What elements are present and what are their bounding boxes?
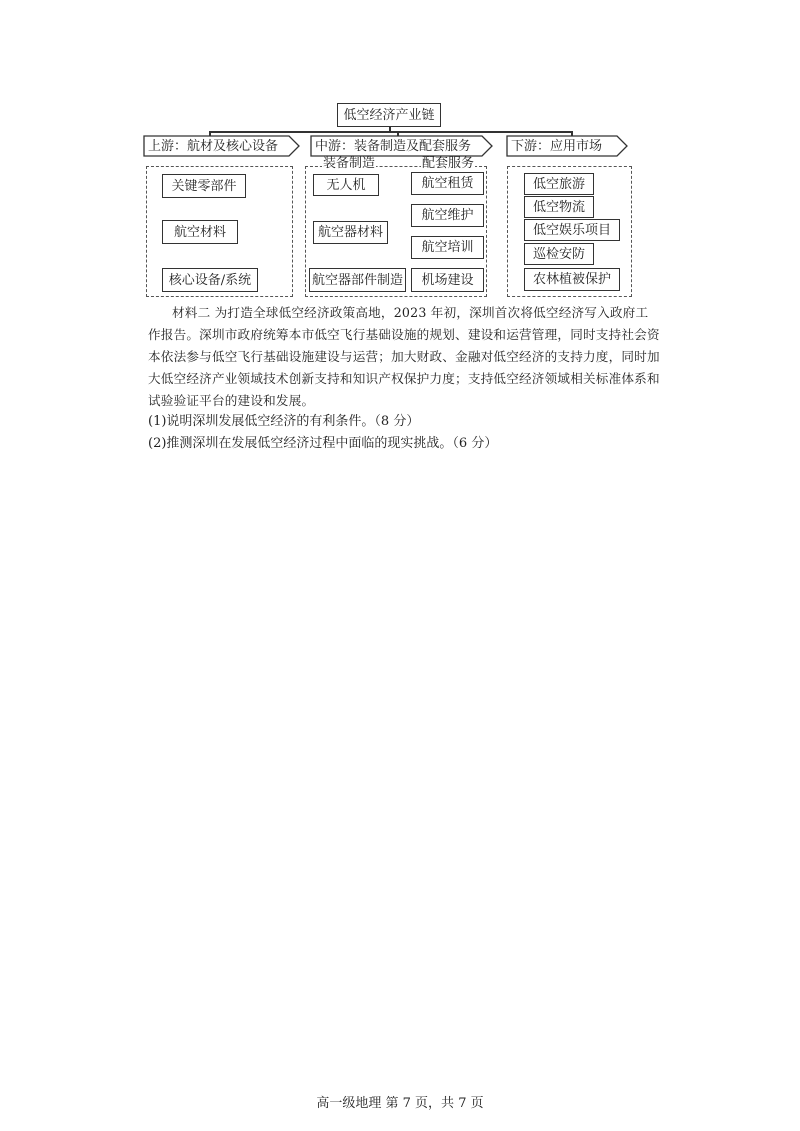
material-line: 作报告。深圳市政府统筹本市低空飞行基础设施的规划、建设和运营管理，同时支持社会资 (148, 327, 660, 342)
downstream-item: 低空娱乐项目 (524, 219, 620, 241)
downstream-item: 低空旅游 (524, 173, 594, 195)
diagram-title: 低空经济产业链 (337, 103, 441, 127)
mid-manufacturing-item: 无人机 (313, 174, 379, 196)
downstream-item: 低空物流 (524, 196, 594, 218)
mid-service-item: 航空培训 (411, 236, 484, 259)
mid-manufacturing-item: 航空器部件制造 (309, 268, 406, 292)
question-1: (1)说明深圳发展低空经济的有利条件。（8 分） (148, 414, 420, 429)
material-line (148, 303, 688, 323)
mid-service-item: 机场建设 (411, 268, 484, 292)
upstream-item: 核心设备/系统 (162, 268, 258, 292)
question-2: (2)推测深圳在发展低空经济过程中面临的现实挑战。（6 分） (148, 436, 498, 451)
material-label: 材料二 (172, 305, 211, 320)
material-line: 大低空经济产业领域技术创新支持和知识产权保护力度；支持低空经济领域相关标准体系和 (148, 371, 660, 386)
mid-manufacturing-item: 航空器材料 (313, 221, 388, 244)
downstream-item: 巡检安防 (524, 243, 594, 265)
upstream-label: 上游：航材及核心设备 (148, 138, 279, 154)
mid-sub-services: 配套服务 (422, 156, 475, 171)
material-line: 本依法参与低空飞行基础设施建设与运营；加大财政、金融对低空经济的支持力度，同时加 (148, 349, 660, 364)
upstream-item: 关键零部件 (162, 174, 246, 198)
mid-service-item: 航空维护 (411, 204, 484, 227)
downstream-label: 下游：应用市场 (511, 138, 603, 154)
mid-service-item: 航空租赁 (411, 172, 484, 195)
midstream-label: 中游：装备制造及配套服务 (315, 138, 472, 154)
page-footer: 高一级地理 第 7 页，共 7 页 (316, 1096, 484, 1111)
material-line: 试验验证平台的建设和发展。 (148, 393, 315, 408)
upstream-item: 航空材料 (162, 220, 238, 244)
material-line-text: 为打造全球低空经济政策高地，2023 年初，深圳首次将低空经济写入政府工 (214, 305, 649, 320)
downstream-item: 农林植被保护 (524, 268, 620, 291)
mid-sub-manufacturing: 装备制造 (323, 156, 376, 171)
